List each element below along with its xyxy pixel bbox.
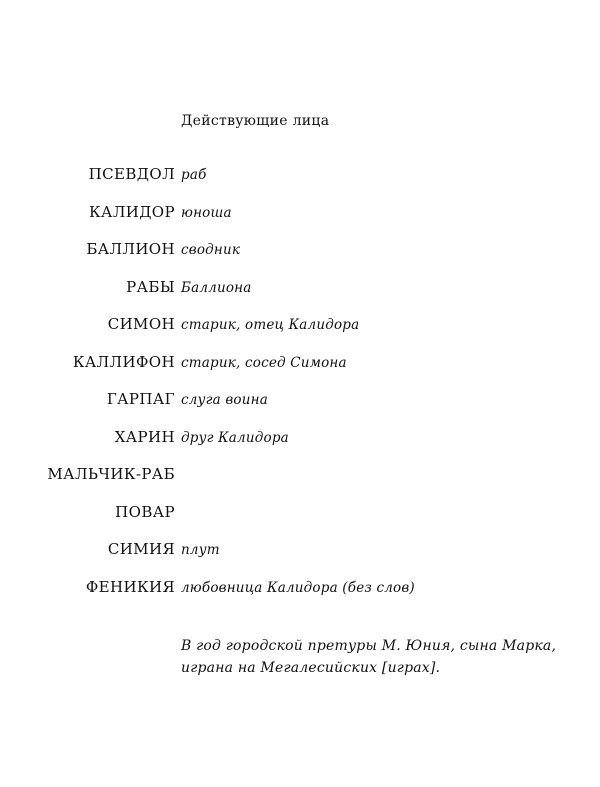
cast-row [0, 165, 600, 203]
character-description: раб [181, 167, 207, 183]
character-description: старик, сосед Симона [181, 354, 347, 371]
cast-row [0, 315, 600, 353]
cast-row [0, 203, 600, 241]
cast-row [0, 578, 600, 616]
character-description: Баллиона [181, 279, 252, 296]
character-name: СИМОН [107, 315, 175, 333]
character-description: старик, отец Калидора [181, 317, 360, 333]
character-name: ХАРИН [114, 427, 175, 446]
character-name: ПСЕВДОЛ [88, 165, 175, 183]
character-description: сводник [181, 242, 241, 258]
production-note-line: играна на Мегалесийских [играх]. [181, 660, 441, 676]
character-name: БАЛЛИОН [86, 240, 175, 258]
cast-row [0, 428, 600, 466]
character-name: СИМИЯ [107, 540, 175, 558]
character-name: КАЛИДОР [89, 202, 175, 221]
cast-row [0, 540, 600, 578]
cast-row [0, 353, 600, 391]
character-name: ГАРПАГ [106, 390, 175, 408]
production-note [181, 635, 571, 679]
cast-heading: Действующие лица [181, 113, 330, 129]
cast-row [0, 503, 600, 541]
character-description: плут [181, 542, 220, 558]
character-name: МАЛЬЧИК-РАБ [47, 465, 175, 483]
cast-list [0, 165, 600, 615]
cast-row [0, 465, 600, 503]
character-name: КАЛЛИФОН [72, 352, 175, 371]
character-name: ПОВАР [115, 502, 175, 521]
production-note-line: В год городской претуры М. Юния, сына Марка, [181, 638, 557, 654]
cast-row [0, 240, 600, 278]
character-description: юноша [181, 204, 232, 221]
cast-row [0, 390, 600, 428]
character-name: ФЕНИКИЯ [85, 577, 175, 596]
character-description: слуга воина [181, 392, 268, 408]
cast-row [0, 278, 600, 316]
character-description: любовница Калидора (без слов) [181, 579, 415, 596]
character-name: РАБЫ [126, 277, 175, 296]
character-description: друг Калидора [181, 429, 289, 446]
